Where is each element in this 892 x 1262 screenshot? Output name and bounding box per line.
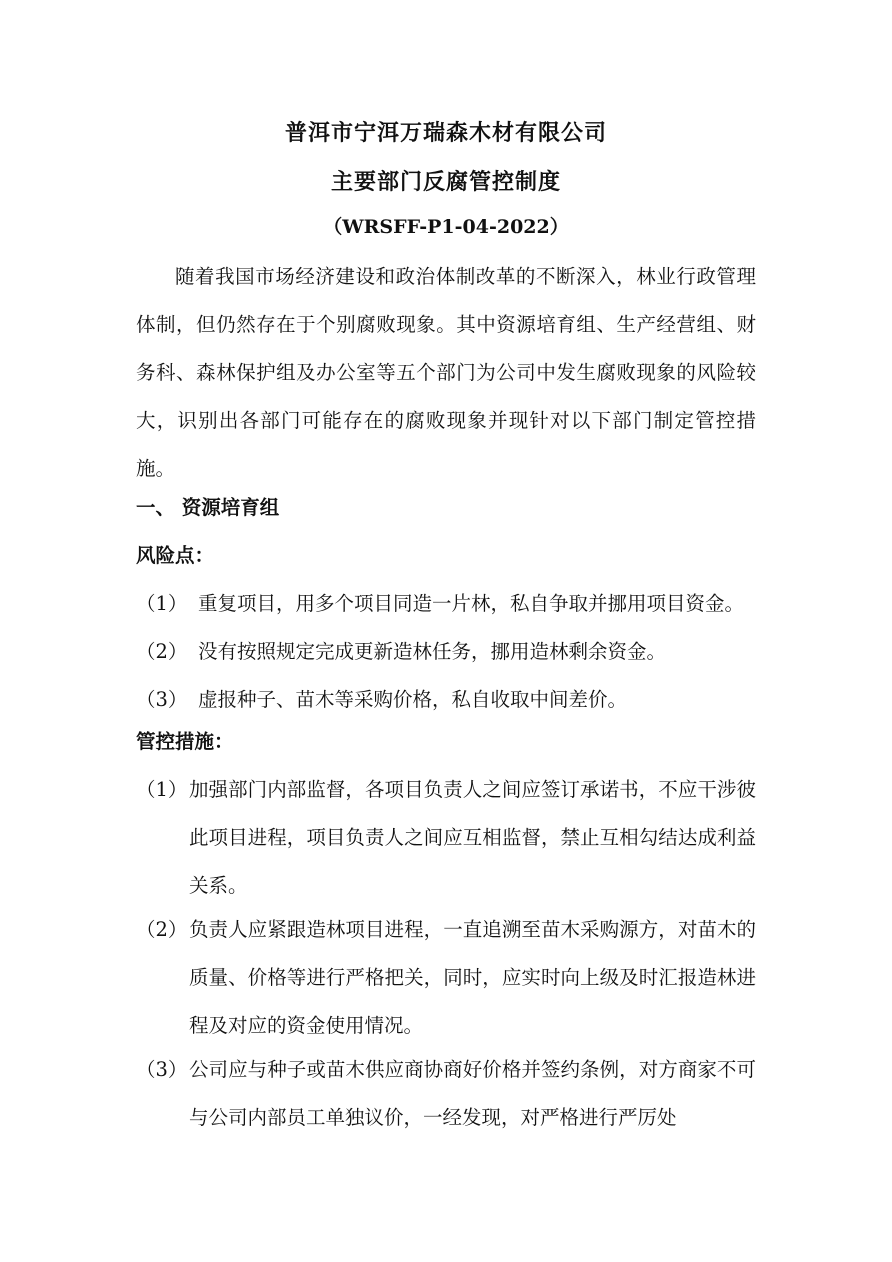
risk-points-label: 风险点：: [136, 544, 215, 567]
measure-item: [136, 766, 756, 910]
risk-number: （3）: [136, 688, 188, 711]
risk-number: （2）: [136, 640, 188, 663]
measure-text: 加强部门内部监督，各项目负责人之间应签订承诺书，不应干涉彼此项目进程，项目负责人之间应互相监督，禁止互相勾结达成利益关系。: [189, 778, 756, 897]
measure-number: （2）: [136, 918, 188, 941]
measure-item: [136, 906, 756, 1050]
measure-number: （1）: [136, 778, 188, 801]
measure-item: [136, 1046, 756, 1142]
risk-text: 重复项目，用多个项目同造一片林，私自争取并挪用项目资金。: [198, 592, 745, 615]
risk-item: [136, 628, 776, 676]
risk-list: [136, 580, 776, 724]
risk-text: 虚报种子、苗木等采购价格，私自收取中间差价。: [198, 688, 628, 711]
section-heading: 一、 资源培育组: [136, 496, 280, 519]
risk-number: （1）: [136, 592, 188, 615]
risk-item: [136, 676, 776, 724]
measure-number: （3）: [136, 1058, 188, 1081]
risk-text: 没有按照规定完成更新造林任务，挪用造林剩余资金。: [198, 640, 667, 663]
document-title: 主要部门反腐管控制度: [330, 169, 561, 195]
control-measures-label: 管控措施：: [136, 730, 234, 753]
measure-text: 公司应与种子或苗木供应商协商好价格并签约条例，对方商家不可与公司内部员工单独议价，一经发现，对严格进行严厉处: [189, 1058, 756, 1129]
risk-item: [136, 580, 776, 628]
measure-text: 负责人应紧跟造林项目进程，一直追溯至苗木采购源方，对苗木的质量、价格等进行严格把关，同时，应实时向上级及时汇报造林进程及对应的资金使用情况。: [189, 918, 756, 1037]
document-code: （WRSFF-P1-04-2022）: [323, 216, 569, 238]
intro-paragraph: 随着我国市场经济建设和政治体制改革的不断深入，林业行政管理体制，但仍然存在于个别腐败现象。其中资源培育组、生产经营组、财务科、森林保护组及办公室等五个部门为公司中发生腐败现象的风险较大，识别出各部门可能存在的腐败现象并现针对以下部门制定管控措施。: [136, 265, 756, 480]
company-title: 普洱市宁洱万瑞森木材有限公司: [284, 120, 607, 146]
